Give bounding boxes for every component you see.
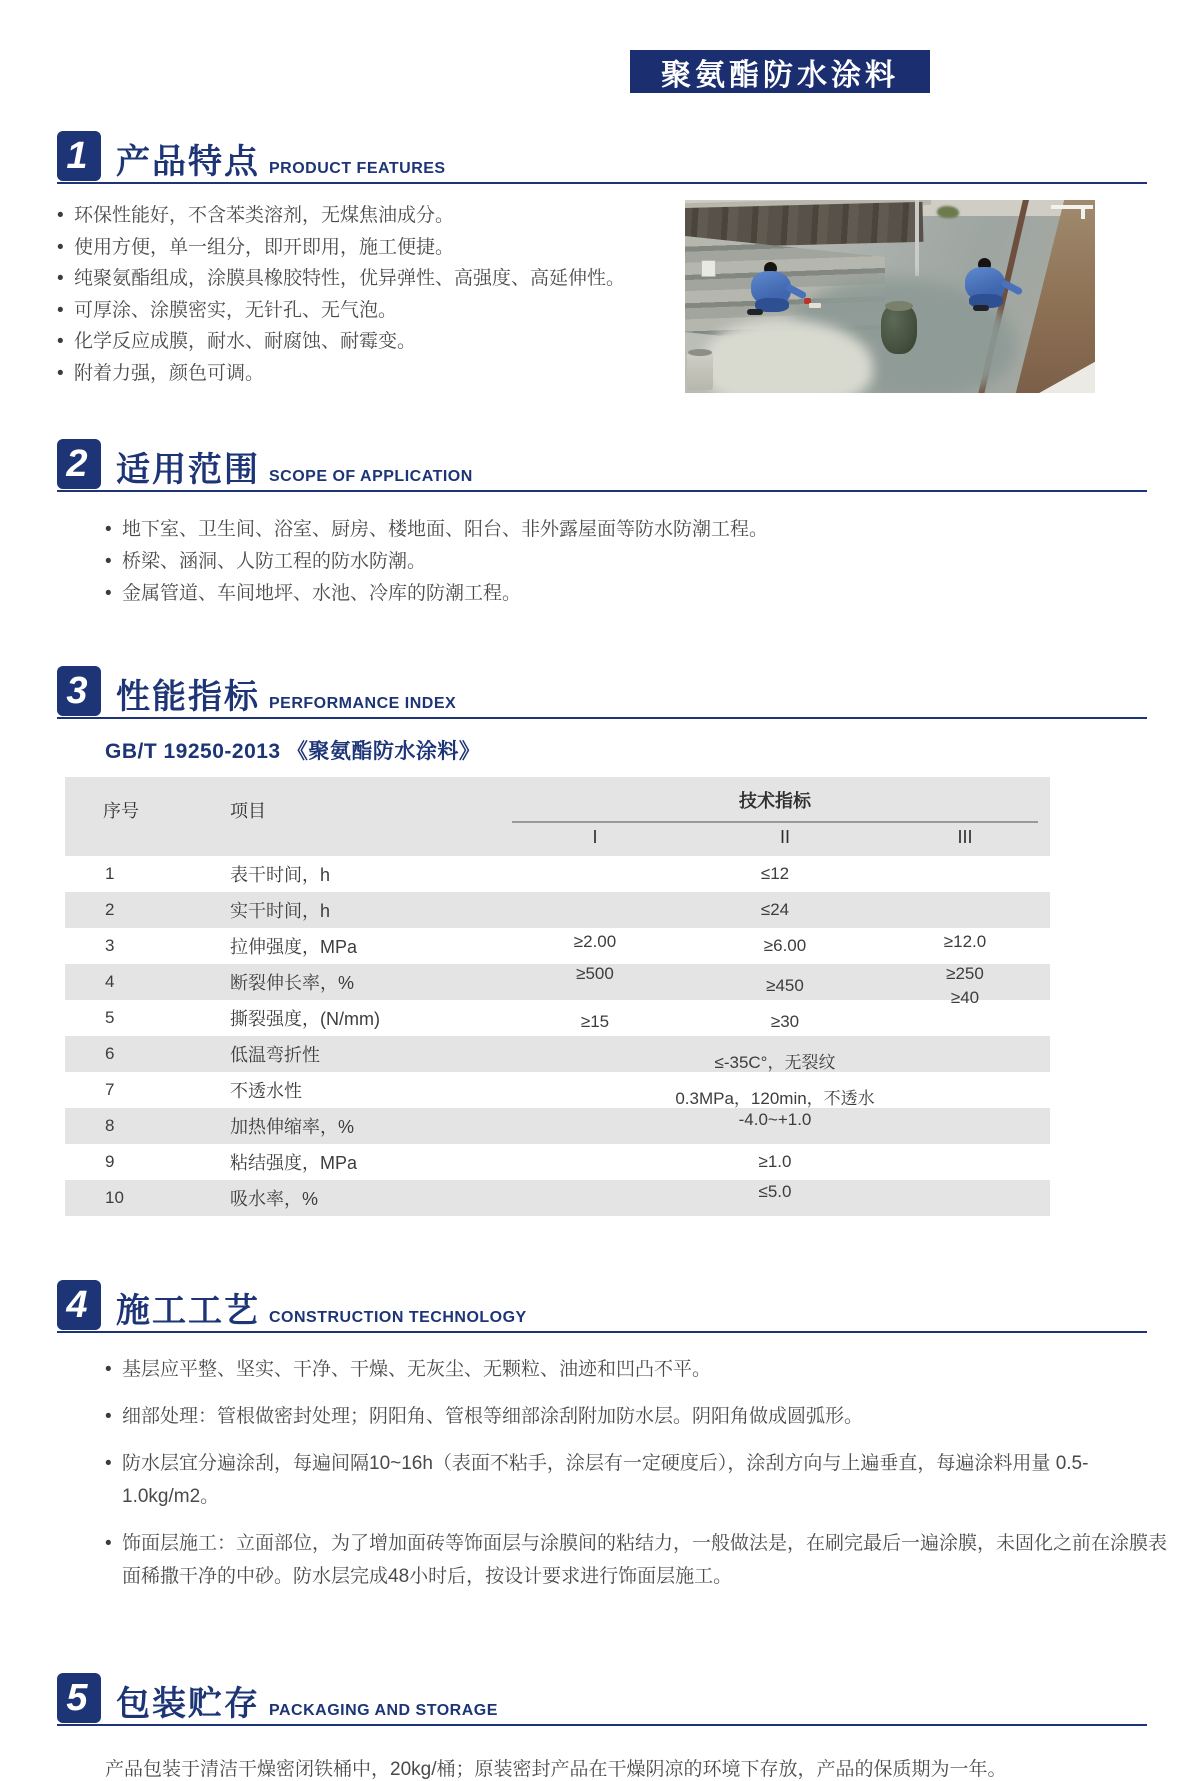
section-title: 产品特点 [116, 143, 260, 182]
list-item: • 化学反应成膜，耐水、耐腐蚀、耐霉变。 [57, 326, 657, 358]
section-title: 适用范围 [116, 451, 260, 490]
section-subtitle-en: PACKAGING AND STORAGE [269, 1702, 498, 1719]
photo-pole [915, 200, 919, 276]
list-item: • 基层应平整、坚实、干净、干燥、无灰尘、无颗粒、油迹和凹凸不平。 [105, 1353, 1167, 1386]
column-header-grade-1: I [500, 823, 690, 856]
column-header-grade-3: III [880, 823, 1050, 856]
section-title: 施工工艺 [116, 1292, 260, 1331]
section-header [57, 131, 1147, 184]
table-row: 5 撕裂强度，(N/mm) ≥15 ≥30 ≥40 [105, 988, 980, 1031]
table-row: 4 断裂伸长率，% ≥500 ≥450 ≥250 [65, 964, 1050, 1000]
scope-list [105, 514, 1147, 610]
section-number-badge: 2 [57, 439, 101, 489]
section-header [57, 1673, 1147, 1726]
photo-plant [937, 206, 959, 218]
photo-worker-shoe [973, 305, 989, 311]
table-row: 10 吸水率，% ≤5.0 [65, 1180, 1050, 1216]
construction-list [105, 1353, 1167, 1593]
section-title: 包装贮存 [116, 1685, 260, 1724]
section-number-badge: 4 [57, 1280, 101, 1330]
feature-list [57, 200, 657, 393]
photo-worker-shoe [747, 309, 763, 315]
photo-drum [881, 304, 917, 354]
table-row: 6 低温弯折性 ≤-35C°，无裂纹 [65, 1036, 1050, 1072]
section-performance-index [57, 666, 1147, 1216]
column-header-tech: 技术指标 [500, 777, 1050, 823]
standard-reference: GB/T 19250-2013 《聚氨酯防水涂料》 [105, 740, 481, 763]
page-title: 聚氨酯防水涂料 [630, 50, 930, 93]
table-row: 8 加热伸缩率，% -4.0~+1.0 [65, 1108, 1050, 1144]
table-header [65, 777, 1050, 856]
list-item: • 防水层宜分遍涂刮，每遍间隔10~16h（表面不粘手，涂层有一定硬度后），涂刮方向与上遍垂直，每遍涂料用量 0.5-1.0kg/m2。 [105, 1447, 1167, 1513]
column-header-grade-2: II [690, 823, 880, 856]
section-subtitle-en: PERFORMANCE INDEX [269, 695, 457, 712]
section-packaging-storage [57, 1673, 1147, 1781]
performance-index-table [65, 777, 1050, 1216]
table-row: 3 拉伸强度，MPa ≥2.00 ≥6.00 ≥12.0 [105, 932, 987, 957]
workers-applying-coating-photo [685, 200, 1095, 393]
section-construction-technology [57, 1280, 1168, 1593]
column-header-item: 项目 [230, 777, 500, 856]
section-number-badge: 3 [57, 666, 101, 716]
section-subtitle-en: CONSTRUCTION TECHNOLOGY [269, 1309, 527, 1326]
table-row: 7 不透水性 0.3MPa，120min，不透水 [105, 1080, 875, 1108]
table-row: 9 粘结强度，MPa ≥1.0 [105, 1152, 792, 1173]
list-item: • 环保性能好，不含苯类溶剂，无煤焦油成分。 [57, 200, 657, 232]
section-number-badge: 5 [57, 1673, 101, 1723]
list-item: • 使用方便，单一组分，即开即用，施工便捷。 [57, 232, 657, 264]
column-header-no: 序号 [65, 777, 230, 856]
section-header [57, 439, 1147, 492]
list-item: • 地下室、卫生间、浴室、厨房、楼地面、阳台、非外露屋面等防水防潮工程。 [105, 514, 1147, 546]
list-item: • 细部处理：管根做密封处理；阴阳角、管根等细部涂刮附加防水层。阴阳角做成圆弧形。 [105, 1400, 1167, 1433]
section-subtitle-en: SCOPE OF APPLICATION [269, 468, 473, 485]
section-product-features [57, 131, 1147, 393]
section-title: 性能指标 [116, 678, 260, 717]
packaging-text: 产品包装于清洁干燥密闭铁桶中，20kg/桶；原装密封产品在干燥阴凉的环境下存放，产品的保质期为一年。 [105, 1759, 1007, 1780]
table-row: 2 实干时间，h ≤24 [65, 892, 1050, 928]
section-header [57, 666, 1147, 719]
list-item: • 附着力强，颜色可调。 [57, 358, 657, 390]
list-item: • 可厚涂、涂膜密实，无针孔、无气泡。 [57, 295, 657, 327]
list-item: • 桥梁、涵洞、人防工程的防水防潮。 [105, 546, 1147, 578]
section-number-badge: 1 [57, 131, 101, 181]
photo-small-bucket [701, 260, 716, 277]
list-item: • 金属管道、车间地坪、水池、冷库的防潮工程。 [105, 578, 1147, 610]
photo-worker-trowel [809, 303, 821, 308]
photo-railing [1051, 205, 1093, 209]
section-header [57, 1280, 1147, 1333]
list-item: • 纯聚氨酯组成，涂膜具橡胶特性，优异弹性、高强度、高延伸性。 [57, 263, 657, 295]
section-subtitle-en: PRODUCT FEATURES [269, 160, 446, 177]
product-datasheet-page [0, 50, 1200, 1780]
list-item: • 饰面层施工：立面部位，为了增加面砖等饰面层与涂膜间的粘结力，一般做法是，在刷完最后一遍涂膜，未固化之前在涂膜表面稀撒干净的中砂。防水层完成48小时后，按设计要求进行饰面层施工。 [105, 1527, 1167, 1593]
table-row: 1 表干时间，h ≤12 [105, 864, 790, 885]
photo-railing-post [1081, 205, 1085, 219]
section-scope-of-application [57, 439, 1147, 610]
photo-large-bucket [687, 352, 713, 390]
